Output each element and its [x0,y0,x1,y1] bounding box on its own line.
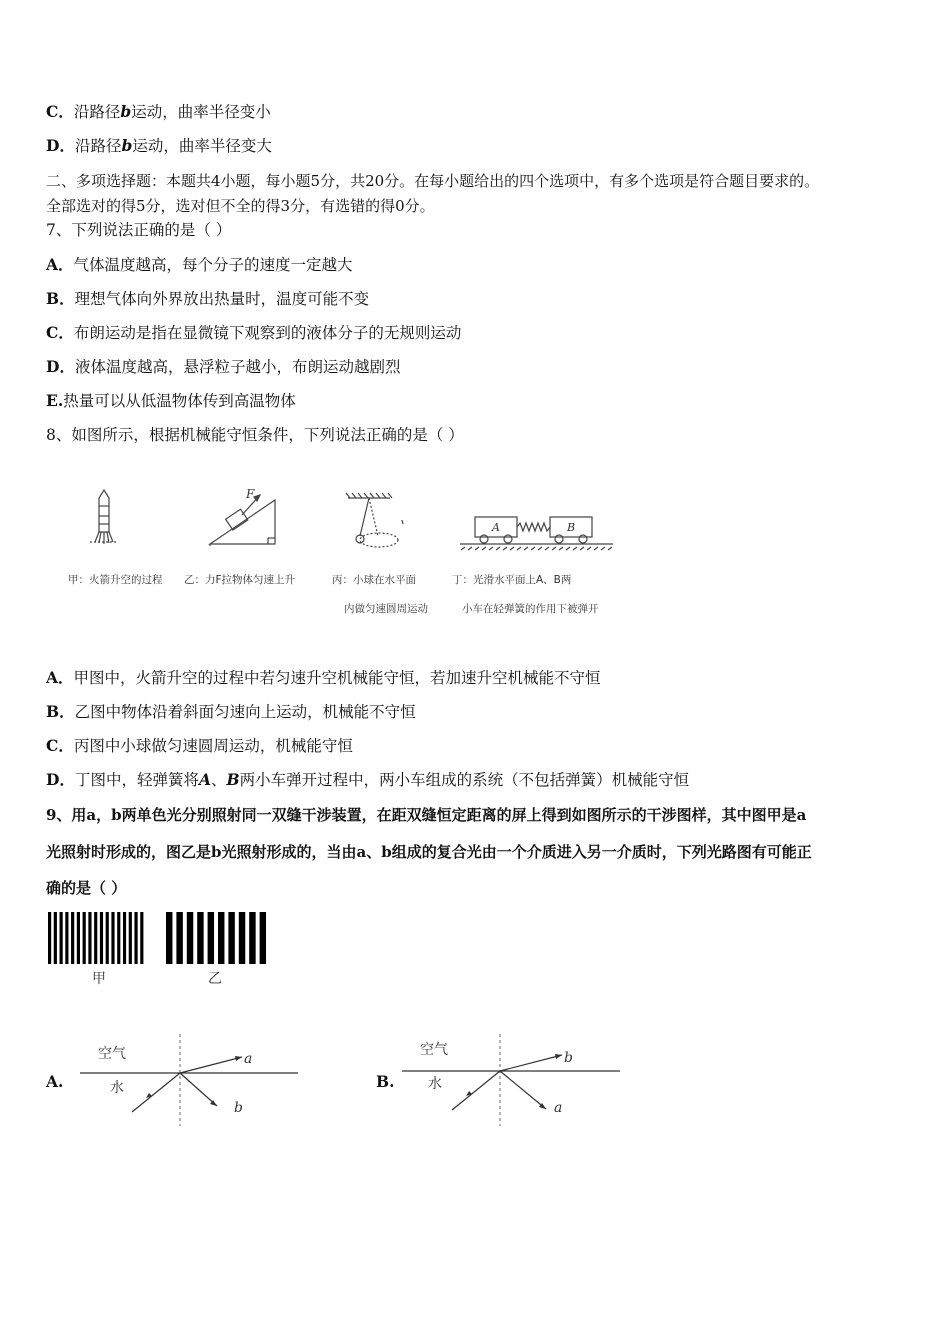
interference-stripe [100,912,103,964]
carts-figure [460,517,613,550]
option-b-q7 [46,289,369,309]
interference-stripe [94,912,97,964]
interference-stripe [48,912,51,964]
figure-q8 [60,480,630,575]
option-label: B． [46,702,75,721]
refraction-diagram-a [70,1030,310,1130]
air-label: 空气 [420,1042,448,1058]
option-text: 运动，曲率半径变小 [131,103,271,121]
force-label: F [246,487,255,501]
option-text: 乙图中物体沿着斜面匀速向上运动，机械能不守恒 [74,703,416,721]
interference-stripe [71,912,74,964]
option-text: 沿路径 [73,103,121,121]
interference-stripe [106,912,109,964]
interference-pattern-yi [166,912,266,964]
option-label: D． [46,357,75,376]
option-b-q9-label: B. [376,1072,395,1091]
option-d-q8 [46,770,689,790]
cart-a-var: A [198,770,211,789]
interference-stripe [83,912,86,964]
figure-caption-4b: 小车在轻弹簧的作用下被弹开 [462,603,599,615]
interference-stripe [187,912,193,964]
water-label: 水 [428,1076,442,1092]
cart-b-label: B [567,521,576,534]
option-label: C． [46,323,74,342]
option-text: 布朗运动是指在显微镜下观察到的液体分子的无规则运动 [73,324,462,342]
question-8: 8、如图所示，根据机械能守恒条件，下列说法正确的是（ ） [46,426,464,444]
question-7: 7、下列说法正确的是（ ） [46,221,232,239]
interference-stripe [77,912,80,964]
option-label: B． [46,289,75,308]
option-text: 两小车弹开过程中，两小车组成的系统（不包括弹簧）机械能守恒 [239,771,690,789]
path-var: b [121,136,133,155]
option-b-q8 [46,702,416,722]
interference-stripe [228,912,234,964]
figure-caption-3b: 内做匀速圆周运动 [344,603,428,615]
option-label: E. [46,391,64,410]
air-label: 空气 [98,1046,126,1062]
interference-stripe [218,912,224,964]
question-9-line3: 确的是（ ） [46,879,127,897]
ray-label-down: a [554,1100,563,1116]
interference-stripe [123,912,126,964]
option-text: 液体温度越高，悬浮粒子越小，布朗运动越剧烈 [74,358,401,376]
option-c-q7 [46,323,461,343]
path-var: b [120,102,132,121]
section-header-line1: 二、多项选择题：本题共4小题，每小题5分，共20分。在每小题给出的四个选项中，有多个选项是符合题目要求的。 [46,172,820,190]
interference-stripe [140,912,143,964]
option-text: 丙图中小球做匀速圆周运动，机械能守恒 [73,737,353,755]
cart-b-var: B [226,770,240,789]
interference-figure [46,910,276,990]
cart-a-label: A [492,521,500,534]
option-label: A． [46,668,74,687]
option-d-q7 [46,357,400,377]
interference-stripe [239,912,245,964]
option-label: D． [46,136,75,155]
incline-figure [210,495,275,546]
interference-stripe [129,912,132,964]
ray-label-up: b [564,1050,573,1066]
option-label: C． [46,736,74,755]
rocket-figure [90,490,118,544]
interference-pattern-jia [48,912,143,964]
figure-caption-3a: 丙：小球在水平面 [332,574,416,586]
interference-stripe [208,912,214,964]
figure-caption-1: 甲：火箭升空的过程 [68,574,163,586]
refraction-diagram-b [392,1030,632,1130]
option-label: C． [46,102,74,121]
option-a-q8 [46,668,601,688]
interference-stripe [88,912,91,964]
section-header-line2: 全部选对的得5分，选对但不全的得3分，有选错的得0分。 [46,197,435,215]
interference-stripe [176,912,182,964]
option-c-q8 [46,736,353,756]
ray-label-up: a [244,1051,253,1067]
option-text: 气体温度越高，每个分子的速度一定越大 [73,256,353,274]
pattern-label-yi: 乙 [208,971,222,987]
figure-caption-2: 乙：力F拉物体匀速上升 [184,574,296,586]
figure-caption-4a: 丁：光滑水平面上A、B两 [452,574,572,586]
option-text: 沿路径 [74,137,122,155]
interference-stripe [54,912,57,964]
water-label: 水 [110,1080,124,1096]
interference-stripe [249,912,255,964]
interference-stripe [111,912,114,964]
interference-stripe [60,912,63,964]
interference-stripe [117,912,120,964]
option-c-q6 [46,102,271,122]
option-label: A． [46,255,74,274]
option-label: D． [46,770,75,789]
interference-stripe [197,912,203,964]
option-text: 、 [211,771,227,789]
option-e-q7 [46,391,296,411]
interference-stripe [134,912,137,964]
interference-stripe [166,912,172,964]
interference-stripe [65,912,68,964]
option-a-q7 [46,255,353,275]
option-text: 热量可以从低温物体传到高温物体 [63,392,296,410]
ray-label-down: b [234,1100,243,1116]
option-text: 理想气体向外界放出热量时，温度可能不变 [74,290,370,308]
interference-stripe [260,912,266,964]
option-text: 甲图中，火箭升空的过程中若匀速升空机械能守恒，若加速升空机械能不守恒 [73,669,601,687]
option-d-q6 [46,136,272,156]
option-a-q9-label: A. [46,1072,64,1091]
question-9-line1: 9、用a，b两单色光分别照射同一双缝干涉装置，在距双缝恒定距离的屏上得到如图所示的干涉图样，其中图甲是a [46,806,807,824]
pendulum-figure [346,493,403,547]
pattern-label-jia: 甲 [92,971,106,987]
option-text: 丁图中，轻弹簧将 [74,771,199,789]
question-9-line2: 光照射时形成的，图乙是b光照射形成的，当由a、b组成的复合光由一个介质进入另一介质时，下列光路图有可能正 [46,843,812,861]
option-text: 运动，曲率半径变大 [132,137,272,155]
